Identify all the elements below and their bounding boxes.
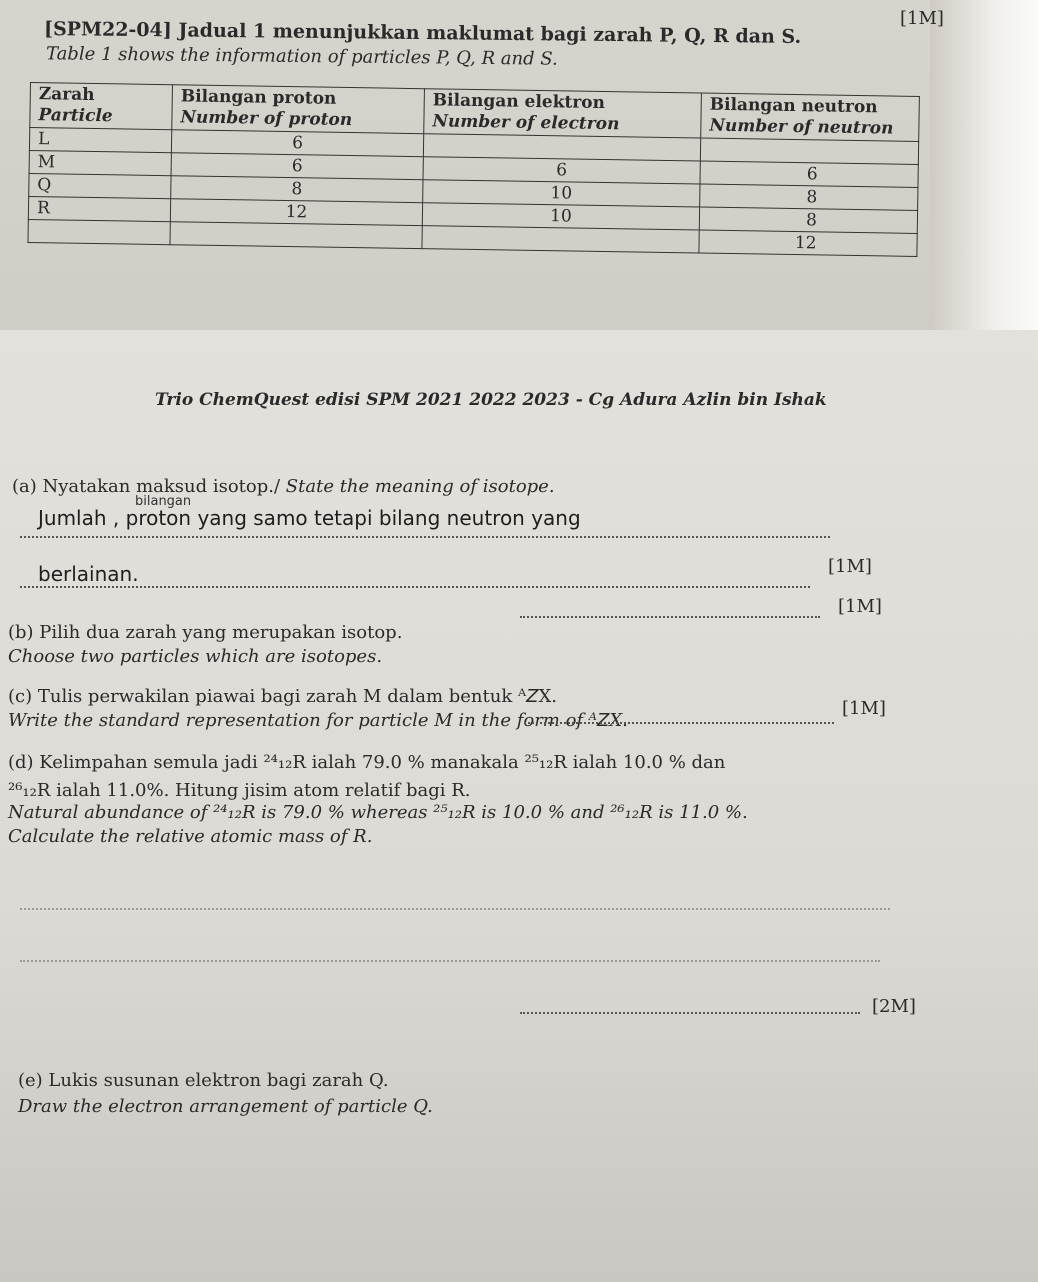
cell-neutron [700, 138, 918, 164]
col-header-ms: Bilangan elektron [432, 90, 606, 114]
top-mark: [1M] [900, 8, 944, 29]
cell-electron: 10 [423, 180, 700, 207]
cell-neutron: 12 [699, 230, 917, 256]
cell-proton: 8 [171, 176, 423, 203]
answer-a-line1: Jumlah , proton yang samo tetapi bilang neutron yang [38, 506, 581, 530]
mark-b: [1M] [838, 596, 882, 617]
col-header-en: Particle [38, 105, 113, 127]
question-a [12, 476, 555, 497]
cell-particle: L [29, 128, 171, 153]
cell-neutron: 8 [700, 184, 918, 210]
question-b-ms: (b) Pilih dua zarah yang merupakan isotop. [8, 622, 403, 643]
question-d-en2: Calculate the relative atomic mass of R. [8, 826, 373, 847]
answer-d-dotline3 [520, 1012, 860, 1014]
col-header-particle [30, 83, 173, 130]
question-title-ms: Jadual 1 menunjukkan maklumat bagi zarah P, Q, R dan S. [178, 19, 802, 48]
answer-d-dotline2 [20, 960, 880, 962]
particles-table [27, 82, 919, 257]
cell-electron: 6 [423, 157, 700, 184]
mark-a: [1M] [828, 556, 872, 577]
col-header-ms: Bilangan proton [180, 86, 337, 109]
answer-b-dotline [520, 616, 820, 618]
question-a-ms: (a) Nyatakan maksud isotop./ [12, 476, 281, 497]
cell-proton: 12 [170, 199, 422, 226]
question-d-en1: Natural abundance of ²⁴₁₂R is 79.0 % whereas ²⁵₁₂R is 10.0 % and ²⁶₁₂R is 11.0 %. [8, 802, 748, 823]
col-header-ms: Zarah [38, 84, 95, 106]
answer-a-note: bilangan [135, 494, 192, 509]
col-header-electron [424, 89, 702, 138]
mark-d: [2M] [872, 996, 916, 1017]
question-code: [SPM22-04] [43, 18, 172, 42]
question-e-en: Draw the electron arrangement of particle Q. [18, 1096, 433, 1117]
cell-electron: 10 [422, 203, 699, 230]
page-edge-shadow [930, 0, 1038, 330]
source-credit: Trio ChemQuest edisi SPM 2021 2022 2023 - Cg Adura Azlin bin Ishak [155, 390, 827, 410]
cell-particle: M [29, 150, 171, 175]
col-header-proton [172, 85, 425, 134]
answer-d-dotline1 [20, 908, 890, 910]
question-e-ms: (e) Lukis susunan elektron bagi zarah Q. [18, 1070, 389, 1091]
answer-c-dotline [524, 722, 834, 724]
answer-a-dotline1 [20, 536, 830, 538]
cell-particle: Q [29, 173, 171, 198]
question-c-ms: (c) Tulis perwakilan piawai bagi zarah M dalam bentuk ᴬ𝘡X. [8, 686, 558, 707]
question-title-en: Table 1 shows the information of particles P, Q, R and S. [45, 43, 558, 70]
cell-proton [170, 222, 422, 249]
cell-proton: 6 [171, 130, 423, 157]
question-b-en: Choose two particles which are isotopes. [8, 646, 383, 667]
cell-electron [422, 226, 699, 253]
question-d-ms1: (d) Kelimpahan semula jadi ²⁴₁₂R ialah 79.0 % manakala ²⁵₁₂R ialah 10.0 % dan [8, 752, 726, 773]
question-d-ms2: ²⁶₁₂R ialah 11.0%. Hitung jisim atom relatif bagi R. [8, 780, 471, 801]
cell-proton: 6 [171, 153, 423, 180]
col-header-en: Number of proton [180, 107, 353, 131]
cell-neutron: 6 [700, 161, 918, 187]
col-header-ms: Bilangan neutron [709, 94, 878, 118]
cell-neutron: 8 [699, 207, 917, 233]
cell-particle: R [28, 196, 170, 221]
col-header-neutron [701, 93, 920, 141]
question-a-en: State the meaning of isotope. [285, 476, 555, 497]
question-c-en: Write the standard representation for particle M in the form of ᴬ𝘡X. [8, 710, 628, 731]
col-header-en: Number of neutron [709, 115, 894, 139]
col-header-en: Number of electron [432, 111, 620, 135]
mark-c: [1M] [842, 698, 886, 719]
answer-a-dotline2 [20, 586, 810, 588]
cell-particle [28, 219, 170, 244]
answer-a-line2: berlainan. [38, 562, 139, 586]
